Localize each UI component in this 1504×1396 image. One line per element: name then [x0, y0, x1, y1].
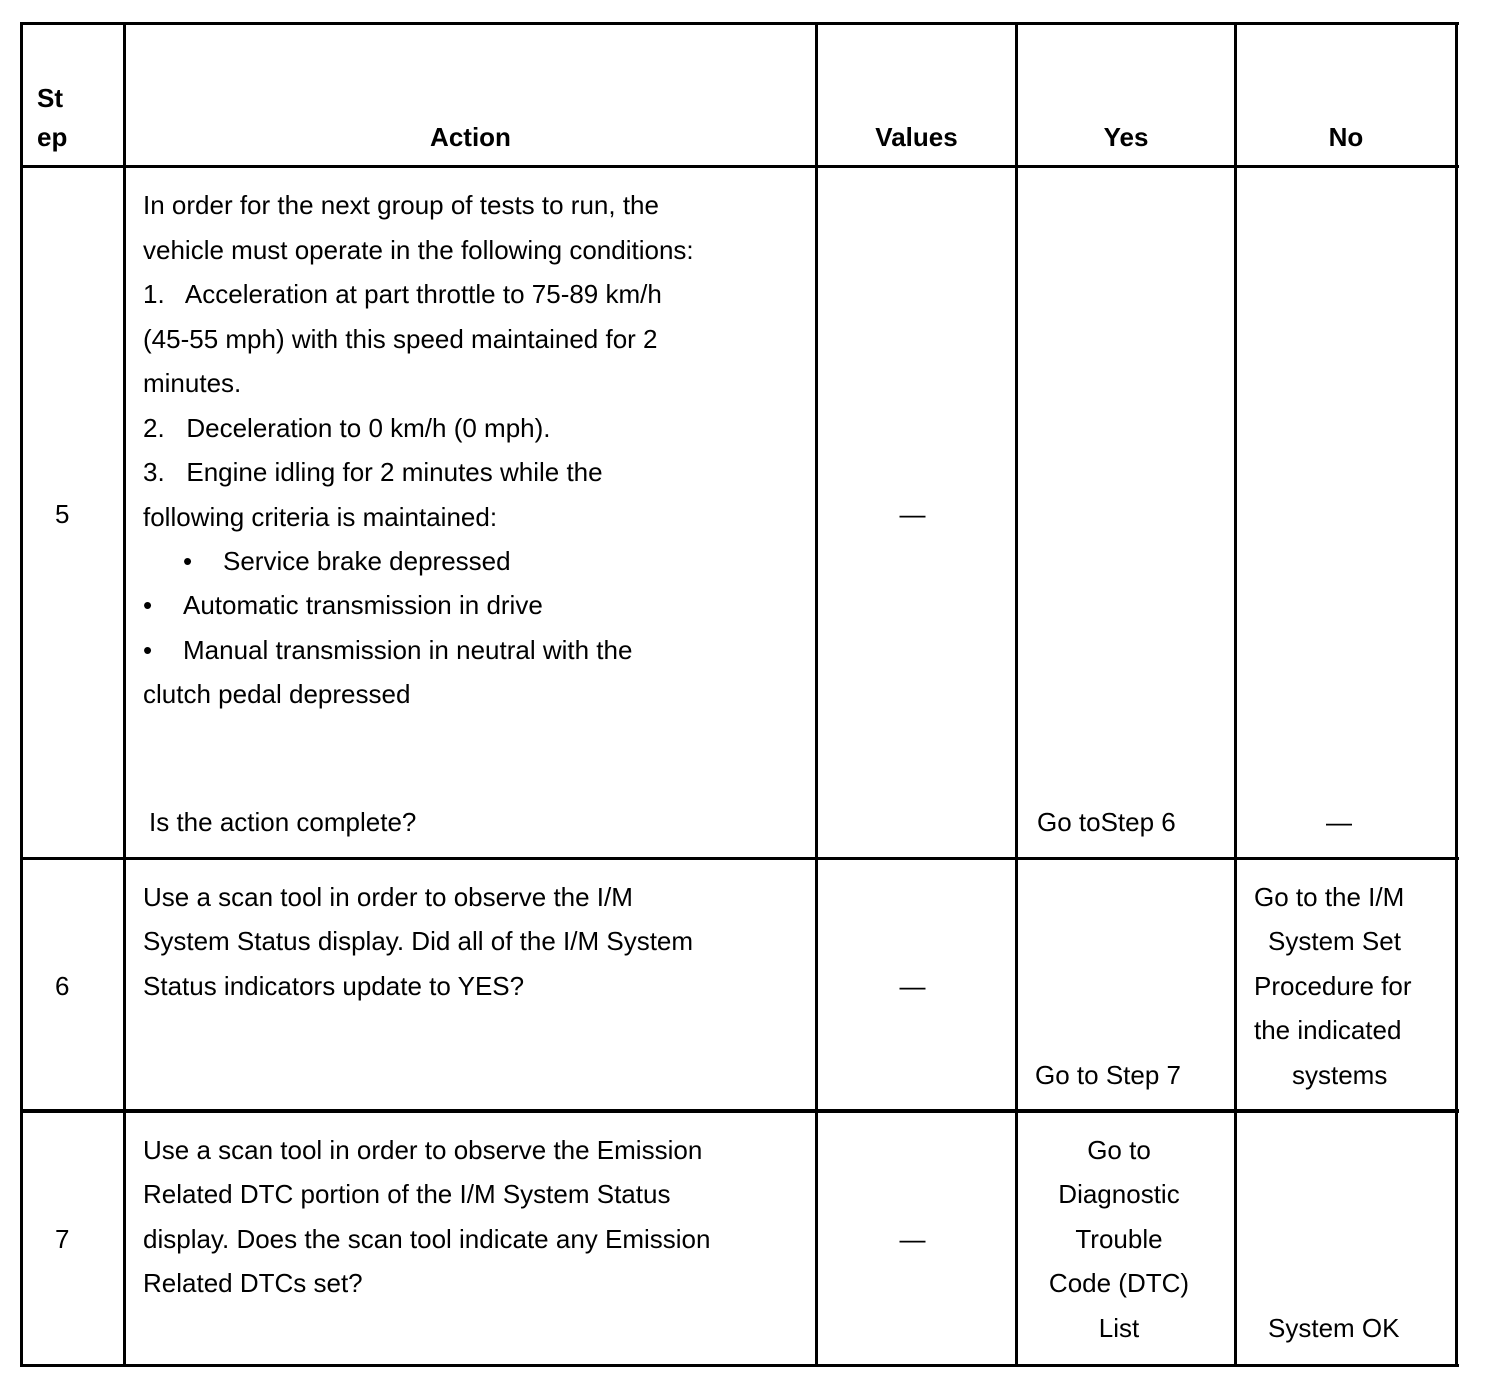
values-step-7: —	[899, 1224, 926, 1254]
header-action: Action	[430, 122, 511, 152]
values-step-6: —	[899, 971, 926, 1001]
no-line: Go to the I/M	[1254, 882, 1405, 912]
values-step-5: —	[899, 499, 926, 529]
yes-step-6: Go to Step 7	[1035, 1060, 1181, 1090]
column-divider-yes	[1234, 22, 1237, 1367]
action-line: display. Does the scan tool indicate any Emission	[143, 1224, 711, 1254]
bullet-manual-transmission	[143, 628, 632, 673]
action-line: Use a scan tool in order to observe the I/M	[143, 882, 633, 912]
bullet-glyph: •	[143, 590, 153, 620]
step-number-5: 5	[55, 499, 70, 529]
yes-line: Code (DTC)	[1048, 1268, 1190, 1298]
table-border-right	[1455, 22, 1458, 1367]
action-line: vehicle must operate in the following conditions:	[143, 235, 694, 265]
action-line: Automatic transmission in drive	[183, 590, 543, 620]
yes-step-5: Go toStep 6	[1037, 807, 1176, 837]
action-line: 1. Acceleration at part throttle to 75-89 km/h	[143, 279, 662, 309]
action-line: In order for the next group of tests to run, the	[143, 190, 659, 220]
bullet-glyph: •	[183, 546, 193, 576]
action-line: clutch pedal depressed	[143, 679, 411, 709]
no-step-7: System OK	[1268, 1313, 1400, 1343]
no-step-5: —	[1326, 807, 1352, 837]
action-line: Manual transmission in neutral with the	[183, 635, 633, 665]
action-line: Related DTCs set?	[143, 1268, 363, 1298]
action-line: minutes.	[143, 368, 242, 398]
header-yes: Yes	[1103, 122, 1149, 152]
bullet-glyph: •	[143, 635, 153, 665]
yes-line: List	[1098, 1313, 1140, 1343]
yes-line: Diagnostic	[1058, 1179, 1180, 1209]
column-divider-action	[815, 22, 818, 1367]
action-line: 3. Engine idling for 2 minutes while the	[143, 457, 603, 487]
step-number-6: 6	[55, 971, 70, 1001]
action-line: (45-55 mph) with this speed maintained for 2	[143, 324, 658, 354]
action-question: Is the action complete?	[149, 807, 417, 837]
action-line: following criteria is maintained:	[143, 502, 498, 532]
action-line: Service brake depressed	[223, 546, 511, 576]
row-divider-5-6	[20, 857, 1459, 860]
column-divider-step	[123, 22, 126, 1367]
no-line: systems	[1292, 1060, 1388, 1090]
yes-line: Go to	[1087, 1135, 1151, 1165]
action-line: Status indicators update to YES?	[143, 971, 525, 1001]
action-line: System Status display. Did all of the I/M System	[143, 926, 694, 956]
table-border-left	[20, 22, 23, 1367]
action-line: Related DTC portion of the I/M System Status	[143, 1179, 671, 1209]
action-line: Use a scan tool in order to observe the Emission	[143, 1135, 703, 1165]
bullet-service-brake	[183, 539, 511, 584]
row-divider-6-7	[20, 1109, 1459, 1113]
action-line: 2. Deceleration to 0 km/h (0 mph).	[143, 413, 551, 443]
header-step-line2: ep	[37, 122, 68, 152]
header-no: No	[1328, 122, 1364, 152]
no-line: System Set	[1268, 926, 1401, 956]
bullet-automatic-transmission	[143, 583, 543, 628]
step-number-7: 7	[55, 1224, 70, 1254]
header-step-line1: St	[37, 83, 63, 113]
no-line: Procedure for	[1254, 971, 1412, 1001]
no-line: the indicated	[1254, 1015, 1402, 1045]
header-values: Values	[875, 122, 958, 152]
header-divider	[20, 165, 1459, 168]
table-border-top	[20, 22, 1459, 25]
table-border-bottom	[20, 1364, 1459, 1367]
yes-line: Trouble	[1075, 1224, 1163, 1254]
